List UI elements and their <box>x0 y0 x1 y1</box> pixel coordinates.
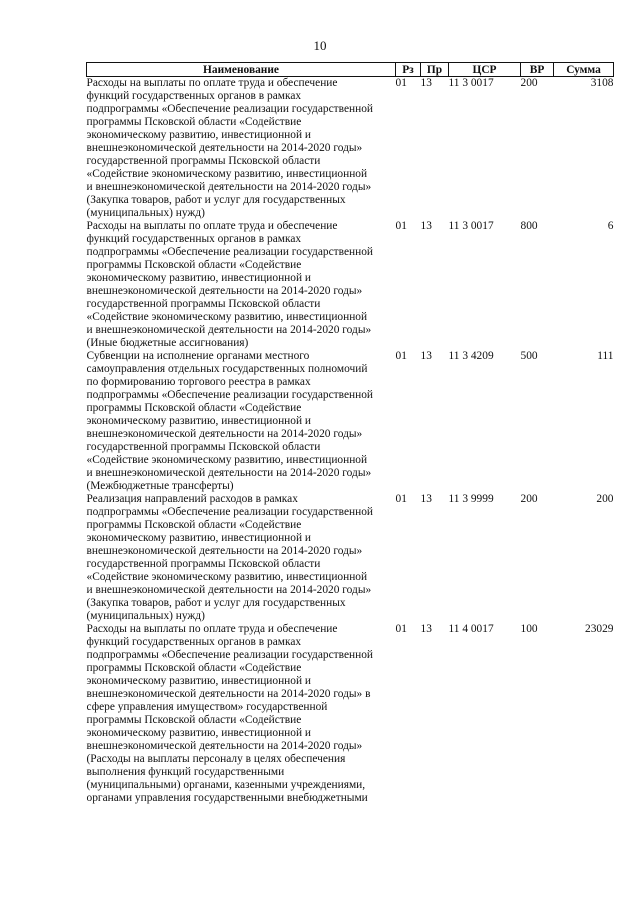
row-name-line: (муниципальных) нужд) <box>86 207 205 219</box>
header-name: Наименование <box>87 63 396 77</box>
row-sum-cell: 3108 <box>590 77 614 89</box>
row-name-line: Реализация направлений расходов в рамках <box>86 493 298 505</box>
row-name-line: и внешнеэкономической деятельности на 2014-2020 годы» <box>86 584 372 596</box>
row-name-line: государственной программы Псковской области <box>86 441 321 453</box>
row-sum-cell: 23029 <box>585 623 614 635</box>
table-row <box>87 350 614 493</box>
row-rz-cell: 01 <box>395 77 407 89</box>
row-pr-cell: 13 <box>420 77 432 89</box>
row-name-line: «Содействие экономическому развитию, инвестиционной <box>86 454 368 466</box>
row-name-line: экономическому развитию, инвестиционной и <box>86 532 312 544</box>
row-name-line: внешнеэкономической деятельности на 2014-2020 годы» <box>86 142 363 154</box>
row-sum-cell: 111 <box>597 350 614 362</box>
row-name-line: Расходы на выплаты по оплате труда и обеспечение <box>86 623 338 635</box>
row-rz-cell: 01 <box>395 220 407 232</box>
row-name-line: (муниципальными) органами, казенными учреждениями, <box>86 779 366 791</box>
row-name-line: подпрограммы «Обеспечение реализации государственной <box>86 103 373 115</box>
row-name-line: государственной программы Псковской области <box>86 558 321 570</box>
header-csr: ЦСР <box>449 63 521 77</box>
row-name-cell <box>87 350 396 493</box>
row-vr-cell: 100 <box>520 623 538 635</box>
row-name-line: (Расходы на выплаты персоналу в целях обеспечения <box>86 753 346 765</box>
row-name-line: программы Псковской области «Содействие <box>86 116 302 128</box>
header-vr: ВР <box>521 63 554 77</box>
row-name-cell <box>87 493 396 623</box>
row-name-line: функций государственных органов в рамках <box>86 636 302 648</box>
row-vr-cell: 800 <box>520 220 538 232</box>
row-name-line: экономическому развитию, инвестиционной и <box>86 675 312 687</box>
row-name-line: внешнеэкономической деятельности на 2014-2020 годы» <box>86 740 363 752</box>
row-name-line: по формированию торгового реестра в рамках <box>86 376 311 388</box>
row-rz-cell: 01 <box>395 493 407 505</box>
row-name-line: экономическому развитию, инвестиционной и <box>86 129 312 141</box>
row-name-line: государственной программы Псковской области <box>86 298 321 310</box>
row-name-line: внешнеэкономической деятельности на 2014-2020 годы» <box>86 428 363 440</box>
row-csr-cell: 11 4 0017 <box>448 623 494 635</box>
row-name-cell <box>87 77 396 221</box>
header-rz: Рз <box>396 63 421 77</box>
row-name-line: «Содействие экономическому развитию, инвестиционной <box>86 571 368 583</box>
row-vr-cell: 500 <box>520 350 538 362</box>
table-header-row <box>87 63 614 77</box>
table-row <box>87 623 614 805</box>
row-pr-cell: 13 <box>420 623 432 635</box>
table-row <box>87 77 614 221</box>
row-rz-cell: 01 <box>395 623 407 635</box>
row-name-line: (Закупка товаров, работ и услуг для государственных <box>86 597 346 609</box>
row-name-line: органами управления государственными внебюджетными <box>86 792 368 804</box>
row-pr-cell: 13 <box>420 493 432 505</box>
page-number: 10 <box>313 38 327 53</box>
row-name-line: функций государственных органов в рамках <box>86 233 302 245</box>
row-name-cell <box>87 220 396 350</box>
row-name-line: «Содействие экономическому развитию, инвестиционной <box>86 168 368 180</box>
row-name-line: самоуправления отдельных государственных полномочий <box>86 363 368 375</box>
row-vr-cell: 200 <box>520 493 538 505</box>
row-name-line: выполнения функций государственными <box>86 766 285 778</box>
row-name-line: «Содействие экономическому развитию, инвестиционной <box>86 311 368 323</box>
row-rz-cell: 01 <box>395 350 407 362</box>
row-name-line: внешнеэкономической деятельности на 2014-2020 годы» <box>86 545 363 557</box>
row-name-line: (Межбюджетные трансферты) <box>86 480 234 492</box>
row-name-line: подпрограммы «Обеспечение реализации государственной <box>86 389 373 401</box>
row-name-line: Субвенции на исполнение органами местного <box>86 350 310 362</box>
row-name-line: подпрограммы «Обеспечение реализации государственной <box>86 246 373 258</box>
row-name-line: и внешнеэкономической деятельности на 2014-2020 годы» <box>86 324 372 336</box>
row-name-line: (муниципальных) нужд) <box>86 610 205 622</box>
row-name-line: Расходы на выплаты по оплате труда и обеспечение <box>86 220 338 232</box>
row-name-line: и внешнеэкономической деятельности на 2014-2020 годы» <box>86 467 372 479</box>
row-name-line: экономическому развитию, инвестиционной и <box>86 272 312 284</box>
table-row <box>87 493 614 623</box>
row-pr-cell: 13 <box>420 220 432 232</box>
row-name-line: сфере управления имуществом» государственной <box>86 701 328 713</box>
row-name-line: программы Псковской области «Содействие <box>86 259 302 271</box>
row-name-line: программы Псковской области «Содействие <box>86 519 302 531</box>
row-name-line: подпрограммы «Обеспечение реализации государственной <box>86 649 373 661</box>
row-name-line: подпрограммы «Обеспечение реализации государственной <box>86 506 373 518</box>
row-vr-cell: 200 <box>520 77 538 89</box>
budget-table <box>86 62 614 805</box>
row-name-line: (Закупка товаров, работ и услуг для государственных <box>86 194 346 206</box>
row-name-line: внешнеэкономической деятельности на 2014-2020 годы» в <box>86 688 371 700</box>
table-body <box>87 77 614 806</box>
row-csr-cell: 11 3 4209 <box>448 350 494 362</box>
table-row <box>87 220 614 350</box>
row-name-line: и внешнеэкономической деятельности на 2014-2020 годы» <box>86 181 372 193</box>
header-pr: Пр <box>421 63 449 77</box>
row-name-line: программы Псковской области «Содействие <box>86 402 302 414</box>
row-pr-cell: 13 <box>420 350 432 362</box>
row-name-line: программы Псковской области «Содействие <box>86 714 302 726</box>
row-csr-cell: 11 3 9999 <box>448 493 494 505</box>
row-name-line: государственной программы Псковской области <box>86 155 321 167</box>
row-name-line: (Иные бюджетные ассигнования) <box>86 337 249 349</box>
row-csr-cell: 11 3 0017 <box>448 77 494 89</box>
row-name-cell <box>87 623 396 805</box>
row-name-line: экономическому развитию, инвестиционной и <box>86 415 312 427</box>
row-name-line: внешнеэкономической деятельности на 2014-2020 годы» <box>86 285 363 297</box>
row-name-line: функций государственных органов в рамках <box>86 90 302 102</box>
row-name-line: экономическому развитию, инвестиционной и <box>86 727 312 739</box>
row-csr-cell: 11 3 0017 <box>448 220 494 232</box>
row-sum-cell: 200 <box>596 493 614 505</box>
header-sum: Сумма <box>554 63 614 77</box>
row-sum-cell: 6 <box>607 220 614 232</box>
row-name-line: Расходы на выплаты по оплате труда и обеспечение <box>86 77 338 89</box>
row-name-line: программы Псковской области «Содействие <box>86 662 302 674</box>
